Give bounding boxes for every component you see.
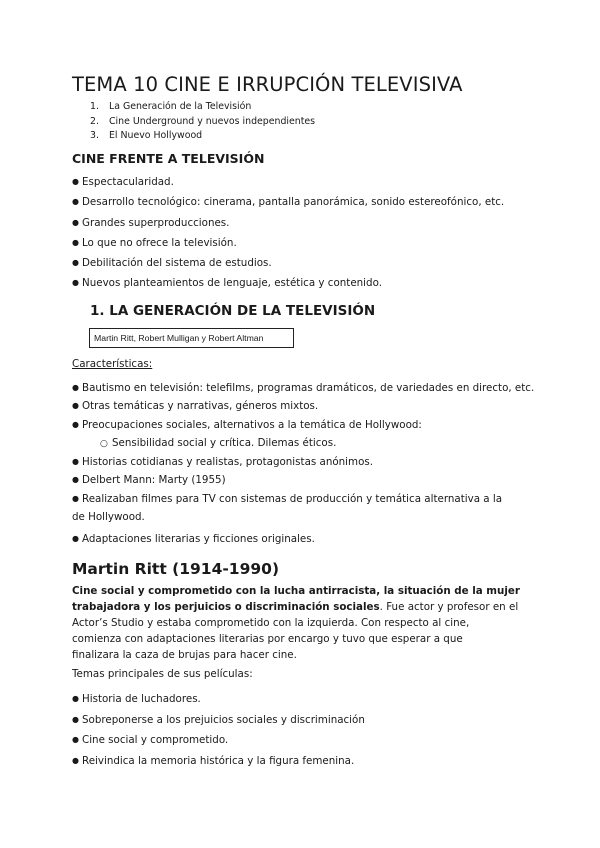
toc-item-label: La Generación de la Televisión xyxy=(109,101,252,112)
list-item: ● Realizaban filmes para TV con sistemas de producción y temática alternativa a la xyxy=(72,490,534,508)
toc-item-label: Cine Underground y nuevos independientes xyxy=(109,115,316,127)
list-item: ● Reivindica la memoria histórica y la figura femenina. xyxy=(72,751,365,772)
bullet-list-cine xyxy=(72,172,504,294)
bullet-icon: ● xyxy=(72,258,79,268)
temas-label: Temas principales de sus películas: xyxy=(72,668,253,680)
bullet-icon: ● xyxy=(72,237,79,247)
toc-item: 1. La Generación de la Televisión xyxy=(90,101,252,112)
bullet-icon: ● xyxy=(72,217,79,227)
bullet-icon: ● xyxy=(72,401,79,411)
list-item: ● Preocupaciones sociales, alternativos a la temática de Hollywood: xyxy=(72,416,534,434)
caracteristicas-label: Características: xyxy=(72,358,153,370)
bullet-icon: ● xyxy=(72,534,79,544)
list-item: ● Bautismo en televisión: telefilms, programas dramáticos, de variedades en directo, etc. xyxy=(72,379,534,397)
hollow-bullet-icon: ○ xyxy=(100,438,108,449)
list-item: ● Nuevos planteamientos de lenguaje, estética y contenido. xyxy=(72,273,504,293)
list-item: ● Desarrollo tecnológico: cinerama, pantalla panorámica, sonido estereofónico, etc. xyxy=(72,192,504,212)
list-item: ● Sobreponerse a los prejuicios sociales y discriminación xyxy=(72,710,365,731)
table-of-contents xyxy=(90,100,315,144)
list-item: ● Lo que no ofrece la televisión. xyxy=(72,233,504,253)
list-item: ● Grandes superproducciones. xyxy=(72,213,504,233)
sub-list-item: ○ Sensibilidad social y crítica. Dilemas éticos. xyxy=(72,434,534,453)
list-item: ● Otras temáticas y narrativas, géneros mixtos. xyxy=(72,397,534,415)
bullet-icon: ● xyxy=(72,714,79,724)
list-item: ● Delbert Mann: Marty (1955) xyxy=(72,471,534,489)
toc-item: 2. Cine Underground y nuevos independientes xyxy=(90,115,316,127)
bullet-icon: ● xyxy=(72,457,79,467)
bullet-list-temas xyxy=(72,689,365,771)
bullet-icon: ● xyxy=(72,419,79,429)
bullet-list-caracteristicas xyxy=(72,379,534,549)
list-item: ● Historias cotidianas y realistas, protagonistas anónimos. xyxy=(72,453,534,471)
list-item: ● Historia de luchadores. xyxy=(72,689,365,710)
martin-ritt-heading: Martin Ritt (1914-1990) xyxy=(72,560,280,578)
bullet-icon: ● xyxy=(72,197,79,207)
bullet-icon: ● xyxy=(72,278,79,288)
directors-box: Martin Ritt, Robert Mulligan y Robert Altman xyxy=(89,328,294,348)
list-item: ● Cine social y comprometido. xyxy=(72,730,365,751)
toc-item-label: El Nuevo Hollywood xyxy=(109,130,203,141)
list-item: ● Adaptaciones literarias y ficciones originales. xyxy=(72,530,534,548)
bullet-icon: ● xyxy=(72,383,79,392)
list-item: ● Espectacularidad. xyxy=(72,172,504,192)
bullet-icon: ● xyxy=(72,493,79,503)
page-title: TEMA 10 CINE E IRRUPCIÓN TELEVISIVA xyxy=(72,73,463,96)
bullet-icon: ● xyxy=(72,694,79,703)
bullet-icon: ● xyxy=(72,475,79,485)
section-heading-generacion-tv: 1. LA GENERACIÓN DE LA TELEVISIÓN xyxy=(90,303,376,319)
list-item-continuation: de Hollywood. xyxy=(72,511,145,524)
bullet-icon: ● xyxy=(72,177,79,186)
martin-ritt-paragraph: Cine social y comprometido con la lucha antirracista, la situación de la mujer trabajadora y los perjuicios o discriminación sociales. Fue actor y profesor en el Actor’s Studio y estaba comprometido con la izquierda. Con respecto al cine, comienza con adaptaciones literarias por encargo y tuvo que esperar a que finalizara la caza de brujas para hacer cine. xyxy=(72,585,520,661)
section-heading-cine-frente-tv: CINE FRENTE A TELEVISIÓN xyxy=(72,151,265,166)
toc-item: 3. El Nuevo Hollywood xyxy=(90,130,203,141)
list-item: ● Debilitación del sistema de estudios. xyxy=(72,253,504,273)
bullet-icon: ● xyxy=(72,735,79,744)
bullet-icon: ● xyxy=(72,755,79,765)
